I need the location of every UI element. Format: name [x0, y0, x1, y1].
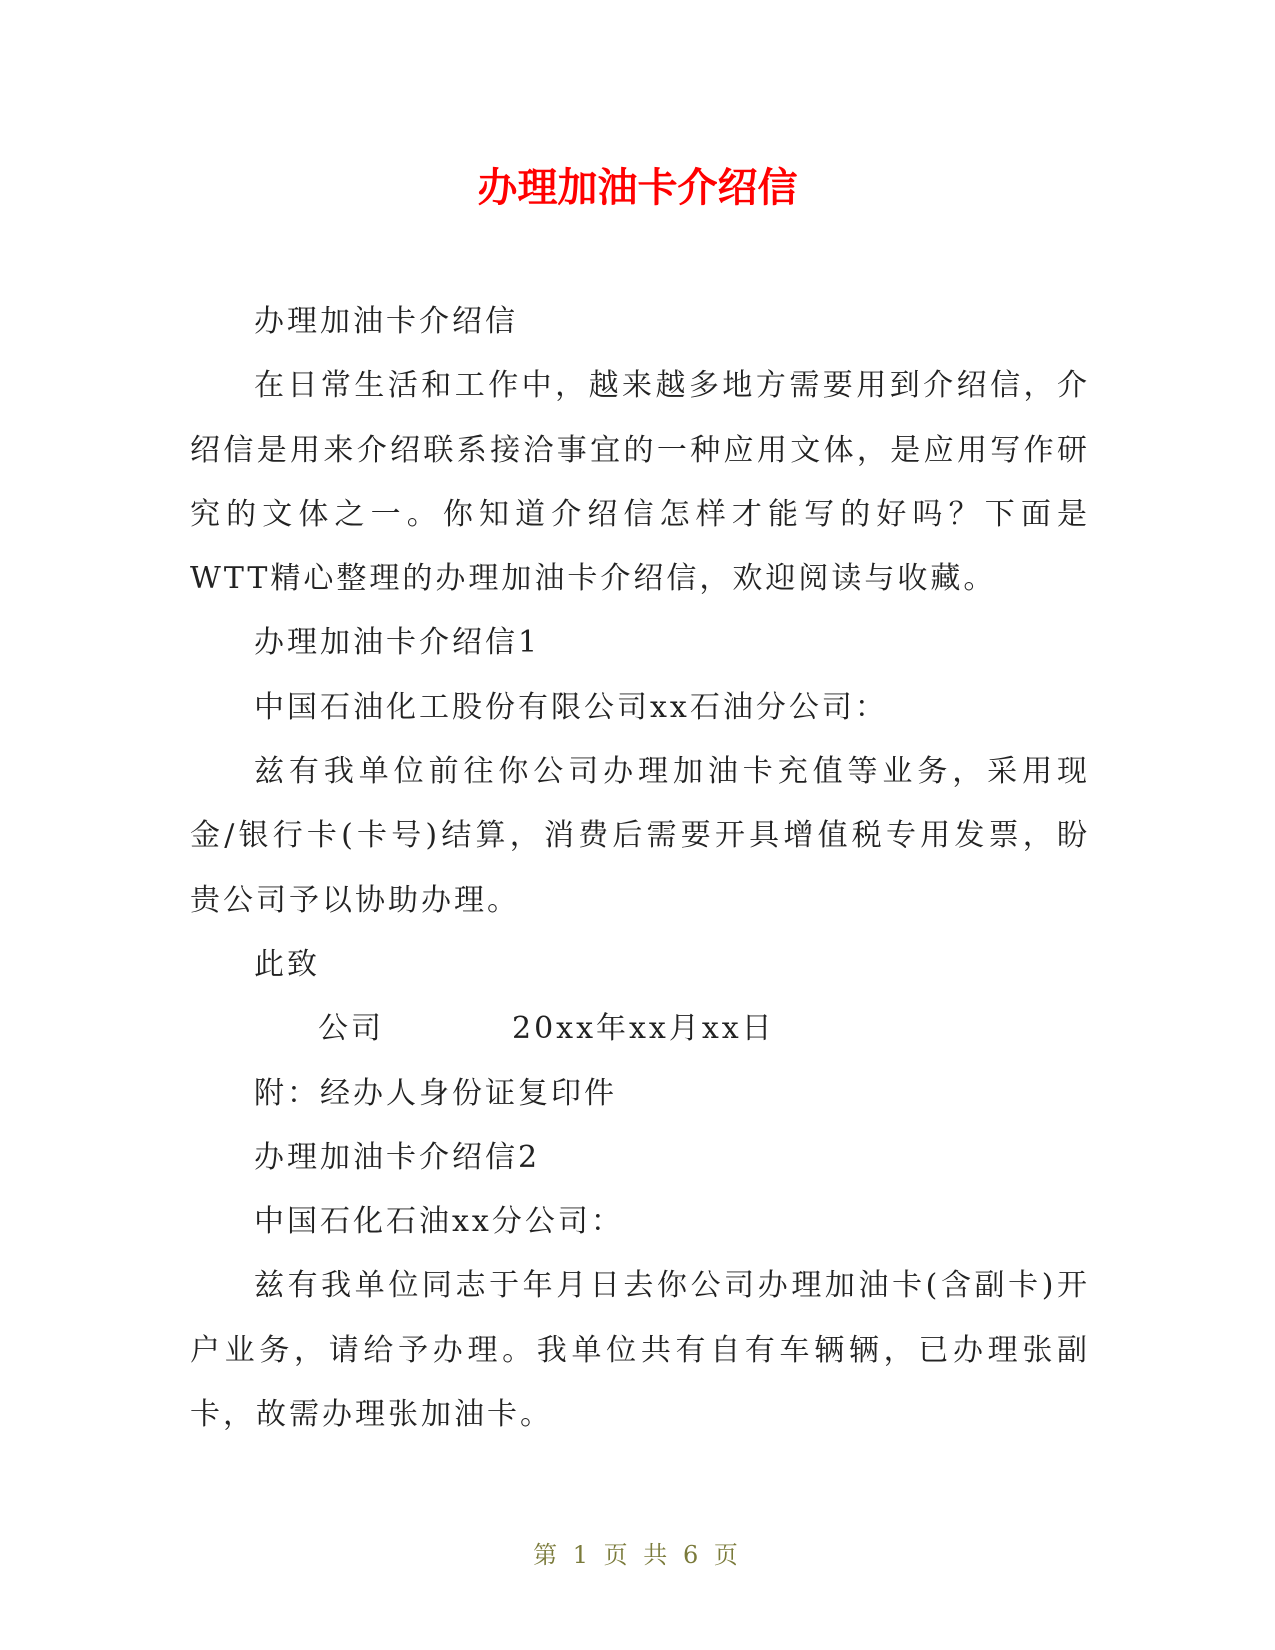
- paragraph-letter1-body: 兹有我单位前往你公司办理加油卡充值等业务，采用现金/银行卡(卡号)结算，消费后需要开具增值税专用发票，盼贵公司予以协助办理。: [190, 754, 1090, 918]
- document-body: [190, 290, 1090, 1447]
- paragraph-letter1-heading: 办理加油卡介绍信1: [254, 625, 541, 661]
- signature-line: [190, 997, 1090, 1126]
- paragraph-heading: 办理加油卡介绍信: [254, 304, 518, 339]
- page-number-footer: 第 1 页 共 6 页: [533, 1541, 742, 1569]
- paragraph-letter1-recipient: 中国石油化工股份有限公司xx石油分公司：: [254, 689, 888, 725]
- signature-company: 公司: [318, 1011, 384, 1047]
- paragraph-closing: 此致: [254, 946, 320, 982]
- document-title: 办理加油卡介绍信: [477, 165, 798, 211]
- paragraph-letter2-body: 兹有我单位同志于年月日去你公司办理加油卡(含副卡)开户业务，请给予办理。我单位共有自有车辆辆，已办理张副卡，故需办理张加油卡。: [190, 1268, 1090, 1433]
- signature-attachment: 附：经办人身份证复印件: [254, 1075, 617, 1111]
- signature-date: 20xx年xx月xx日: [512, 1011, 775, 1047]
- paragraph-letter2-heading: 办理加油卡介绍信2: [254, 1139, 541, 1175]
- paragraph-intro: 在日常生活和工作中，越来越多地方需要用到介绍信，介绍信是用来介绍联系接洽事宜的一种应用文体，是应用写作研究的文体之一。你知道介绍信怎样才能写的好吗？下面是WTT精心整理的办理加油卡介绍信，欢迎阅读与收藏。: [190, 368, 1090, 597]
- paragraph-letter2-recipient: 中国石化石油xx分公司：: [254, 1204, 624, 1240]
